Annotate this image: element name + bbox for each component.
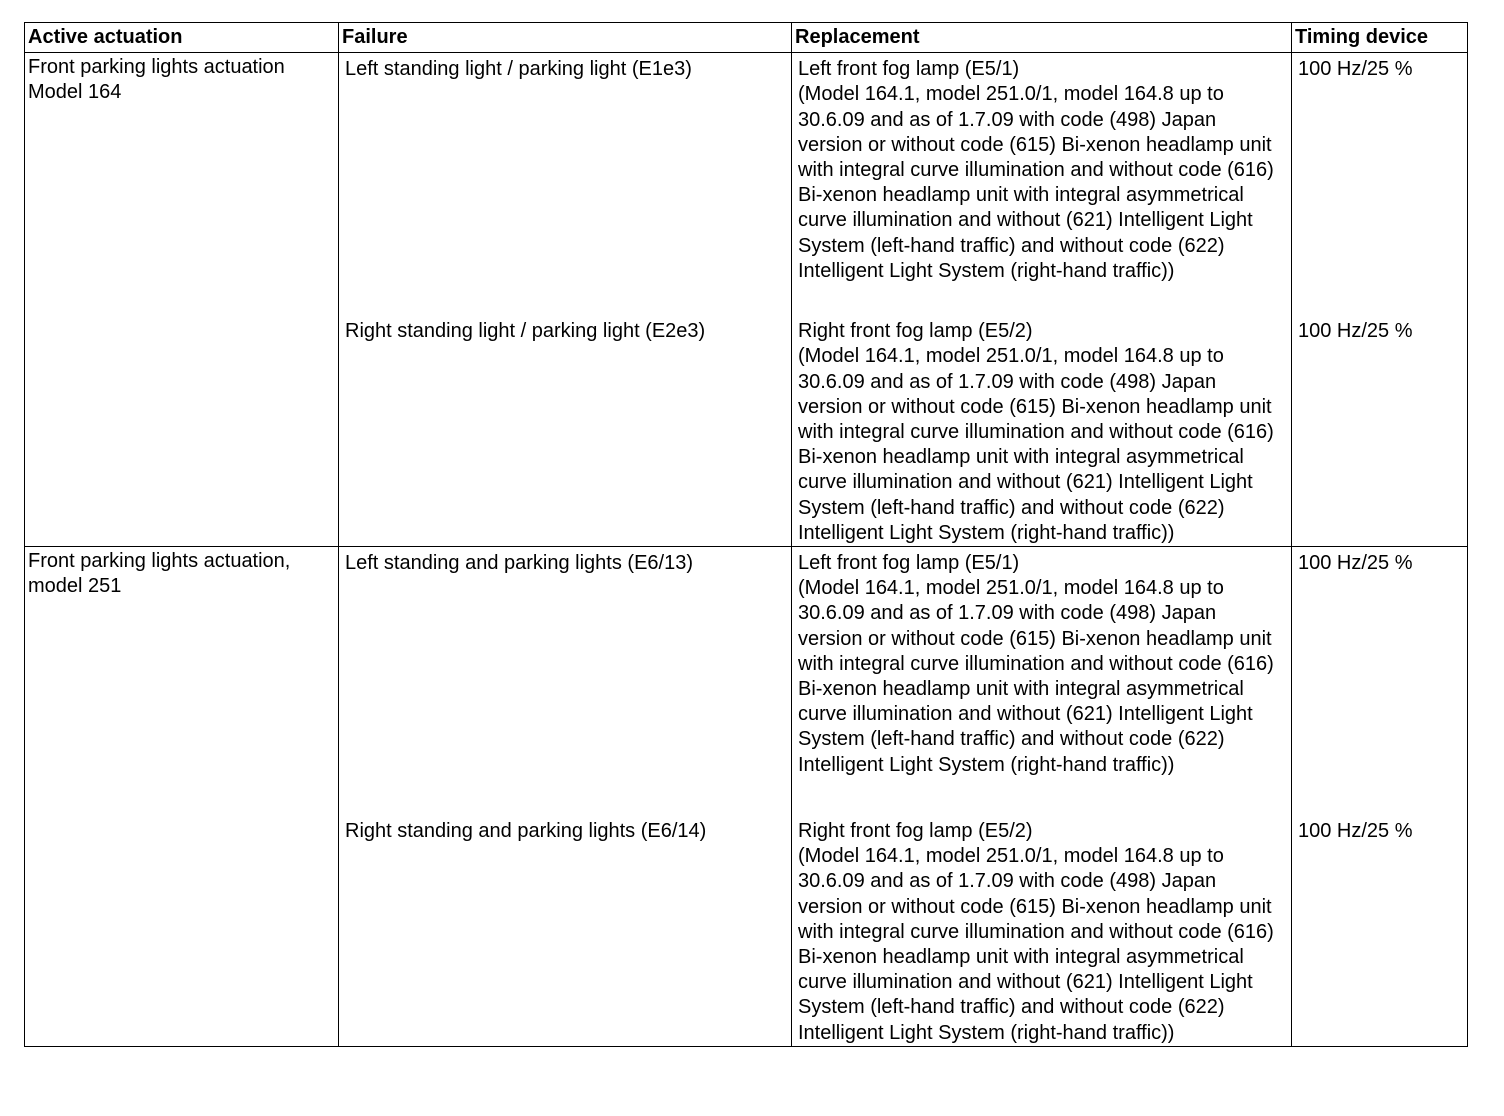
replacement-title: Right front fog lamp (E5/2) xyxy=(798,320,1033,343)
replacement-entry xyxy=(795,817,1288,1046)
failure-entry: Right standing and parking lights (E6/14) xyxy=(345,820,707,843)
header-replacement: Replacement xyxy=(792,23,1292,53)
table-header-row xyxy=(25,23,1468,53)
timing-entry: 100 Hz/25 % xyxy=(1298,552,1413,575)
header-failure: Failure xyxy=(339,23,792,53)
replacement-cell xyxy=(792,53,1292,547)
header-active-actuation: Active actuation xyxy=(25,23,339,53)
failure-entry: Left standing light / parking light (E1e3) xyxy=(345,58,692,81)
failure-cell xyxy=(339,547,792,1047)
replacement-title: Left front fog lamp (E5/1) xyxy=(798,552,1020,575)
replacement-cell xyxy=(792,547,1292,1047)
timing-entry: 100 Hz/25 % xyxy=(1298,320,1413,343)
replacement-entry xyxy=(795,55,1288,316)
actuation-table xyxy=(24,22,1468,1047)
replacement-title: Left front fog lamp (E5/1) xyxy=(798,58,1020,81)
failure-entry: Right standing light / parking light (E2e3) xyxy=(345,320,706,343)
timing-cell xyxy=(1292,547,1468,1047)
timing-entry: 100 Hz/25 % xyxy=(1298,58,1413,81)
timing-entry: 100 Hz/25 % xyxy=(1298,820,1413,843)
table-row xyxy=(25,53,1468,547)
failure-entry: Left standing and parking lights (E6/13) xyxy=(345,552,693,575)
replacement-detail: (Model 164.1, model 251.0/1, model 164.8 up to 30.6.09 and as of 1.7.09 with code (498) Japan version or without code (615) Bi-xenon headlamp unit with integral curve illumination and without code (616) Bi-xenon headlamp unit with integral asymmetrical curve illumination and without (621) Intelligent Light System (left-hand traffic) and without code (622) Intelligent Light System (right-hand traffic)) xyxy=(798,577,1274,776)
header-timing-device: Timing device xyxy=(1292,23,1468,53)
replacement-detail: (Model 164.1, model 251.0/1, model 164.8 up to 30.6.09 and as of 1.7.09 with code (498) Japan version or without code (615) Bi-xenon headlamp unit with integral curve illumination and without code (616) Bi-xenon headlamp unit with integral asymmetrical curve illumination and without (621) Intelligent Light System (left-hand traffic) and without code (622) Intelligent Light System (right-hand traffic)) xyxy=(798,845,1274,1044)
actuation-cell xyxy=(25,53,339,547)
timing-cell xyxy=(1292,53,1468,547)
replacement-title: Right front fog lamp (E5/2) xyxy=(798,820,1033,843)
actuation-cell xyxy=(25,547,339,1047)
replacement-detail: (Model 164.1, model 251.0/1, model 164.8 up to 30.6.09 and as of 1.7.09 with code (498) Japan version or without code (615) Bi-xenon headlamp unit with integral curve illumination and without code (616) Bi-xenon headlamp unit with integral asymmetrical curve illumination and without (621) Intelligent Light System (left-hand traffic) and without code (622) Intelligent Light System (right-hand traffic)) xyxy=(798,83,1274,282)
actuation-line: Front parking lights actuation, xyxy=(28,550,291,573)
replacement-detail: (Model 164.1, model 251.0/1, model 164.8 up to 30.6.09 and as of 1.7.09 with code (498) Japan version or without code (615) Bi-xenon headlamp unit with integral curve illumination and without code (616) Bi-xenon headlamp unit with integral asymmetrical curve illumination and without (621) Intelligent Light System (left-hand traffic) and without code (622) Intelligent Light System (right-hand traffic)) xyxy=(798,345,1274,544)
actuation-line: Model 164 xyxy=(28,81,122,104)
actuation-line: model 251 xyxy=(28,575,122,598)
replacement-entry xyxy=(795,549,1288,817)
replacement-entry xyxy=(795,316,1288,546)
table-row xyxy=(25,547,1468,1047)
actuation-line: Front parking lights actuation xyxy=(28,56,285,79)
failure-cell xyxy=(339,53,792,547)
